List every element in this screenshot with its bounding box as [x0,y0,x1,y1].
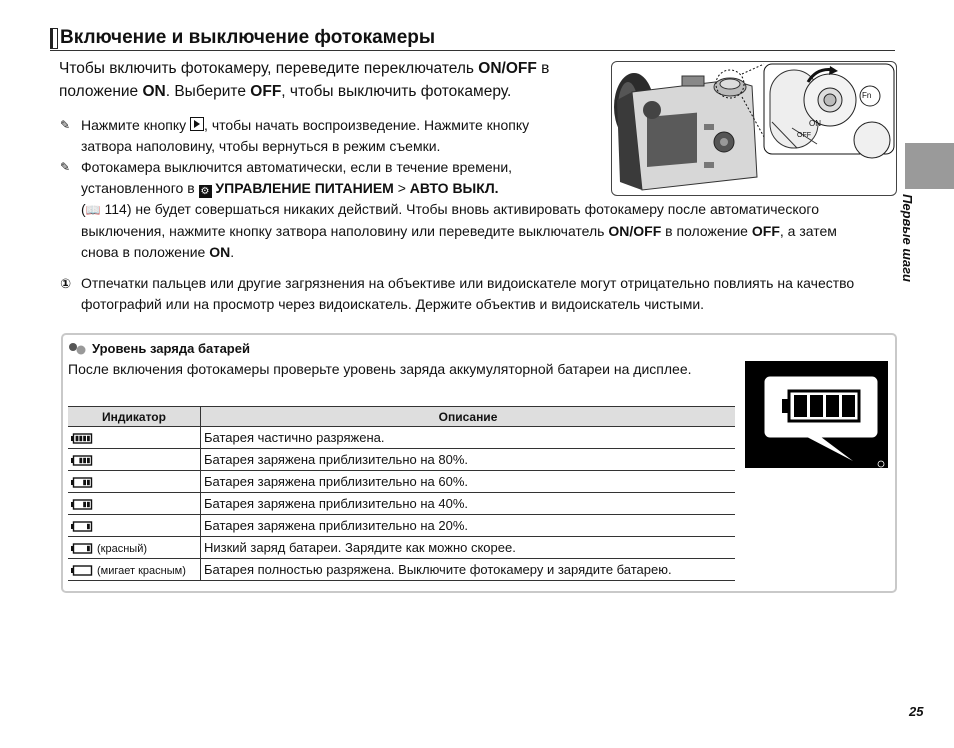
battery-note-title-text: Уровень заряда батарей [92,341,250,356]
battery-level-icon [71,543,93,554]
battery-indicator-note: (мигает красным) [97,565,186,577]
intro-text-4: , чтобы выключить фотокамеру. [281,83,512,100]
battery-indicator-cell [68,471,201,493]
table-row [68,471,735,493]
section-title-row [50,26,895,51]
fn-button-label: Fn [862,91,872,100]
battery-note-title [68,340,250,358]
bullet-pen-icon: ✎ [60,160,71,174]
bullet2-off: OFF [751,223,780,239]
battery-note-text: После включения фотокамеры проверьте уровень заряда аккумуляторной батареи на дисплее. [68,361,692,377]
battery-level-icon [71,521,93,532]
battery-indicator-cell [68,493,201,515]
intro-text-1: Чтобы включить фотокамеру, переведите переключатель [59,60,474,77]
intro-text-2: в положение [59,60,550,100]
battery-description-cell: Батарея заряжена приблизительно на 20%. [201,515,736,537]
battery-indicator-cell [68,559,201,581]
chapter-label [900,194,926,324]
title-marker [50,28,58,49]
battery-indicator-note: (красный) [97,543,147,555]
intro-paragraph [59,57,589,103]
battery-indicator-cell [68,515,201,537]
header-description: Описание [201,407,736,427]
menu-power-management: УПРАВЛЕНИЕ ПИТАНИЕМ [215,180,394,196]
table-row [68,515,735,537]
bullet2-paren: ( [81,201,86,217]
bullet-pen-icon: ✎ [60,118,71,132]
off-position-label: OFF [797,132,811,139]
table-header-row [68,407,735,427]
bullet2-text-a: Фотокамера выключится автоматически, если в течение времени, установленного в [81,159,513,196]
battery-indicator-cell [68,427,201,449]
intro-text-3: . Выберите [165,83,246,100]
off-label: OFF [250,83,282,100]
battery-description-cell: Батарея частично разряжена. [201,427,736,449]
chapter-label-text: Первые шаги [900,194,915,282]
bullet2-text-b: 114) не будет совершаться никаких действий. Чтобы вновь активировать фотокамеру после автоматического выключения, нажмите кнопку затвора наполовину или переведите выключатель [81,201,819,239]
bullet2-switch: ON/OFF [608,223,662,239]
menu-separator: > [397,180,406,196]
battery-description-cell: Батарея полностью разряжена. Выключите фотокамеру и зарядите батарею. [201,559,736,581]
battery-level-icon [71,455,93,466]
on-position-label: ON [809,119,821,128]
battery-level-icon [71,499,93,510]
playback-button-icon [190,117,204,131]
camera-illustration [611,61,897,196]
switch-label: ON/OFF [478,60,537,77]
bullet2-on: ON [209,244,231,260]
header-indicator: Индикатор [68,407,201,427]
page-number: 25 [909,704,924,719]
bullet2-text-d: , а затем снова в положение [81,223,837,260]
caution-text: Отпечатки пальцев или другие загрязнения на объективе или видоискателе могут отрицательно повлиять на качество фотографий или на просмотр через видоискатель. Держите объектив и видоискатель чистыми. [81,275,855,312]
table-row [68,449,735,471]
caution-icon: ① [60,276,72,291]
battery-level-icon [71,433,93,444]
tip-icon [68,342,88,355]
lcd-battery-drawing [745,361,888,468]
battery-indicator-cell [68,449,201,471]
camera-drawing [612,62,896,195]
setup-menu-icon: ⚙ [199,185,212,198]
bullet-playback [60,115,580,157]
caution-note [60,273,890,315]
battery-table [68,406,735,581]
battery-level-icon [71,477,93,488]
page-title: Включение и выключение фотокамеры [60,27,436,48]
battery-indicator-cell [68,537,201,559]
bullet1-text-b: , чтобы начать воспроизведение. Нажмите кнопку затвора наполовину, чтобы вернуться в режим съемки. [81,117,530,154]
table-row [68,537,735,559]
table-row [68,559,735,581]
book-icon: 📖 [85,203,101,217]
menu-auto-off: АВТО ВЫКЛ. [409,180,499,196]
bullet1-text-a: Нажмите кнопку [81,117,187,133]
bullet2-period: . [230,244,235,260]
table-row [68,427,735,449]
bullet2-text-c: в положение [665,223,748,239]
chapter-tab [905,143,954,189]
battery-description-cell: Низкий заряд батареи. Зарядите как можно скорее. [201,537,736,559]
battery-description-cell: Батарея заряжена приблизительно на 80%. [201,449,736,471]
battery-description-cell: Батарея заряжена приблизительно на 60%. [201,471,736,493]
battery-description-cell: Батарея заряжена приблизительно на 40%. [201,493,736,515]
battery-display-illustration [745,361,888,468]
on-label: ON [142,83,166,100]
battery-level-icon [71,565,93,576]
table-row [68,493,735,515]
